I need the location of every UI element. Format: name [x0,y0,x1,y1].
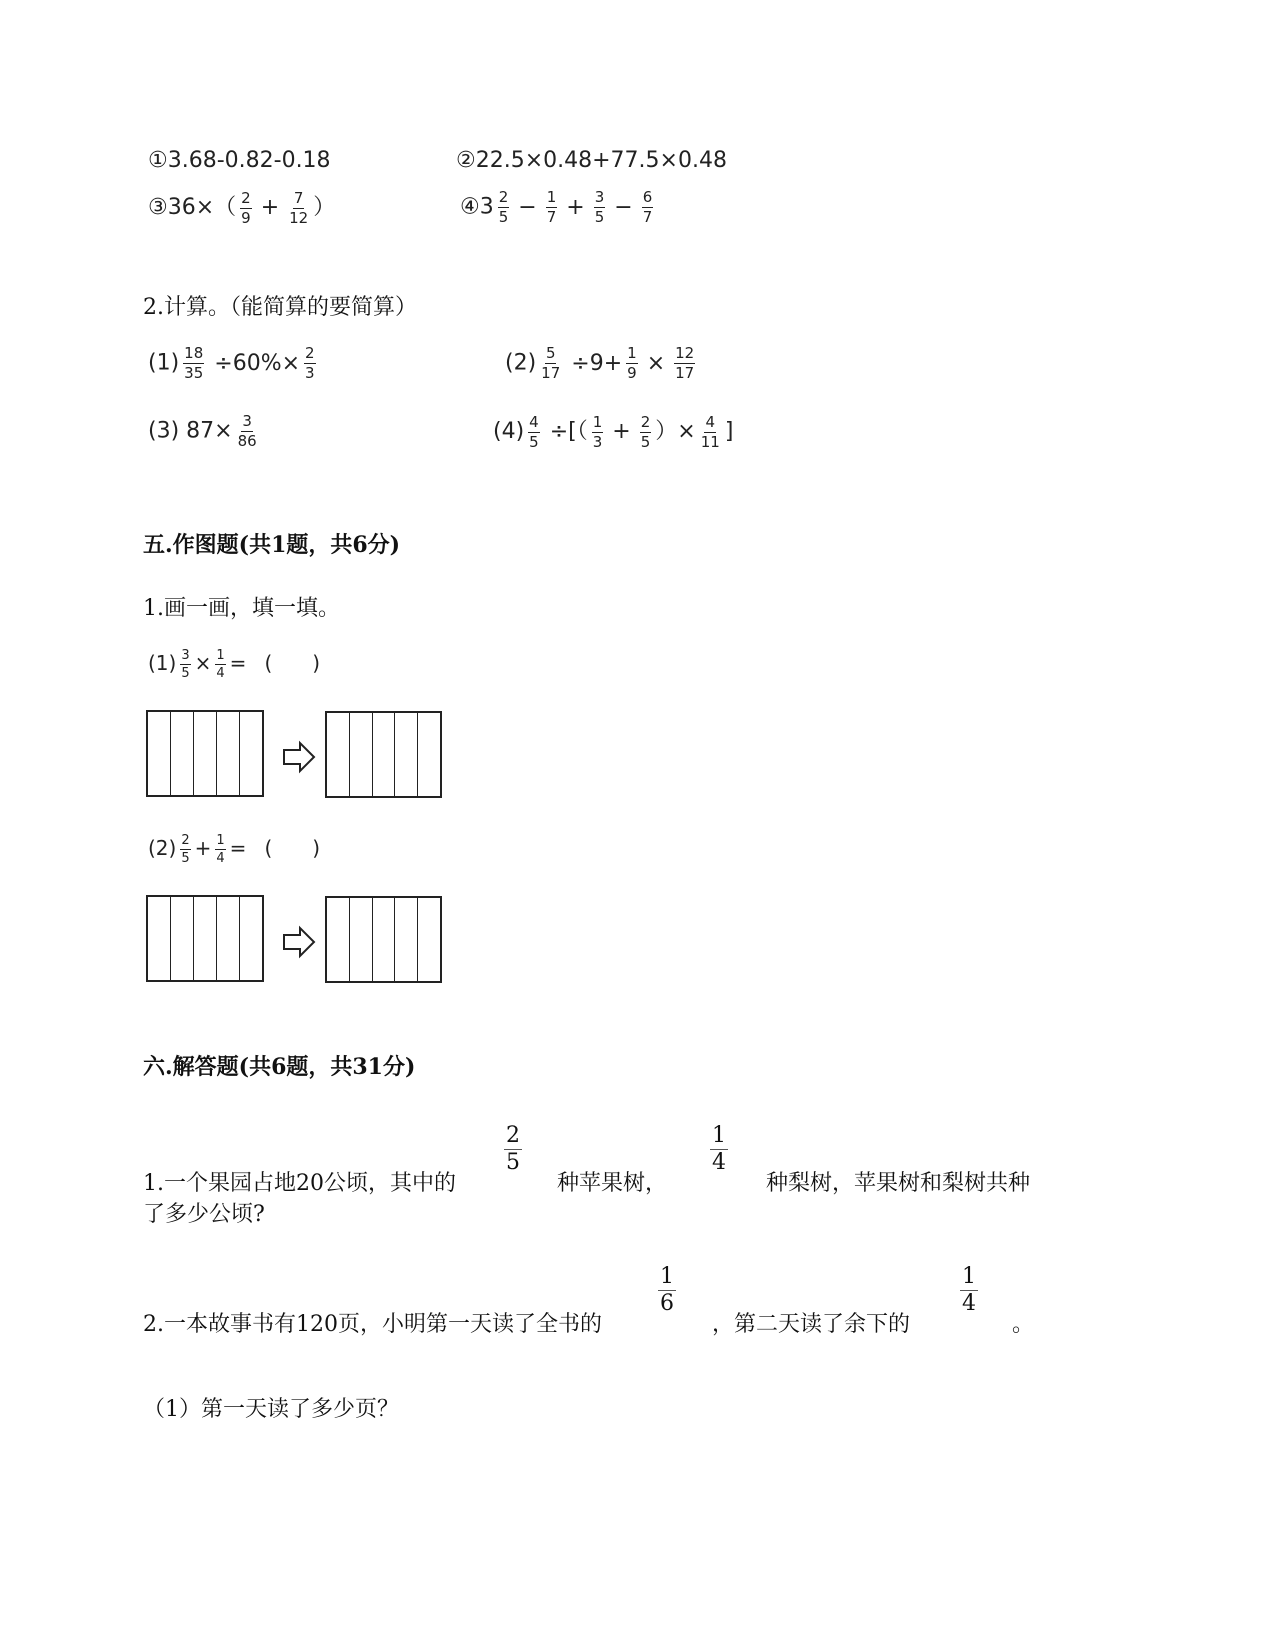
calc2-item-4: (4) $\frac{4}{5}$ ÷[（ $\frac{1}{3}$ + $\frac{2}{5}$ ）× $\frac{4}{11}$ ] [493,412,734,451]
fraction: 1 6 [660,1264,674,1316]
fraction: $\frac{1}{4}$ [216,648,225,681]
fraction-grid-right-2 [325,896,442,983]
fraction: $\frac{3}{5}$ [594,188,605,226]
calc-item-4: ④3 $\frac{2}{5}$ − $\frac{1}{7}$ + $\frac{3}{5}$ − $\frac{6}{7}$ [460,188,653,226]
problem-2-text-a: 2.一本故事书有120页，小明第一天读了全书的 [143,1312,602,1337]
fraction: 1 4 [962,1264,976,1316]
arrow-right-icon [282,926,316,958]
fraction-grid-left-1 [146,710,264,797]
fraction: 1 4 [712,1123,726,1175]
section-heading-6: 六.解答题(共6题，共31分) [143,1054,416,1080]
fraction: 2 5 [506,1123,520,1175]
fraction: $\frac{1}{3}$ [592,412,603,451]
problem-1-text-a: 1.一个果园占地20公顷，其中的 [143,1171,456,1196]
question-title: 1.画一画，填一填。 [143,596,340,621]
fraction: $\frac{2}{5}$ [181,833,190,866]
question-title: 2.计算。（能简算的要简算） [143,295,417,320]
fraction: $\frac{4}{5}$ [529,412,539,451]
fraction: $\frac{3}{86}$ [237,412,257,450]
calc-item-3-lead: ③36×（ [148,195,237,220]
drawing-prompt-2: (2) $\frac{2}{5}$ + $\frac{1}{4}$ = ( ) [148,833,321,866]
problem-2-subquestion-1: （1）第一天读了多少页？ [143,1397,399,1422]
fraction-grid-left-2 [146,895,264,982]
problem-1-text-b: 种苹果树， [557,1171,668,1196]
fraction: $\frac{4}{11}$ [700,412,720,451]
problem-1-text-d: 了多少公顷? [143,1202,265,1227]
fraction: $\frac{6}{7}$ [642,188,653,226]
fraction: $\frac{12}{17}$ [675,344,695,382]
calc-item-1: ①3.68-0.82-0.18 [148,148,331,173]
calc2-item-1: (1) $\frac{18}{35}$ ÷60%× $\frac{2}{3}$ [148,344,315,382]
fraction: $\frac{7}{12}$ [289,188,309,227]
fraction: $\frac{2}{5}$ [498,188,509,226]
fraction: $\frac{2}{5}$ [640,412,651,451]
fraction: $\frac{2}{9}$ [241,188,251,227]
fraction-grid-right-1 [325,711,442,798]
problem-2-text-c: 。 [1012,1312,1035,1337]
fraction: $\frac{18}{35}$ [184,344,204,382]
fraction: $\frac{1}{7}$ [546,188,557,226]
fraction: $\frac{1}{9}$ [627,344,637,382]
fraction: $\frac{5}{17}$ [541,344,561,382]
arrow-right-icon [282,741,316,773]
calc2-item-3: (3) 87× $\frac{3}{86}$ [148,412,257,450]
problem-2-text-b: ，第二天读了余下的 [712,1312,911,1337]
calc-item-2: ②22.5×0.48+77.5×0.48 [456,148,727,173]
calc2-item-2: (2) $\frac{5}{17}$ ÷9+ $\frac{1}{9}$ × $\frac{12}{17}$ [505,344,695,382]
section-heading-5: 五.作图题(共1题，共6分) [143,532,401,558]
drawing-prompt-1: (1) $\frac{3}{5}$ × $\frac{1}{4}$ = ( ) [148,648,321,681]
problem-1-text-c: 种梨树，苹果树和梨树共种 [766,1171,1031,1196]
fraction: $\frac{2}{3}$ [305,344,315,382]
fraction: $\frac{1}{4}$ [216,833,225,866]
calc-item-3: ③36×（ $\frac{2}{9}$ + $\frac{7}{12}$ ） [148,188,336,227]
fraction: $\frac{3}{5}$ [181,648,190,681]
